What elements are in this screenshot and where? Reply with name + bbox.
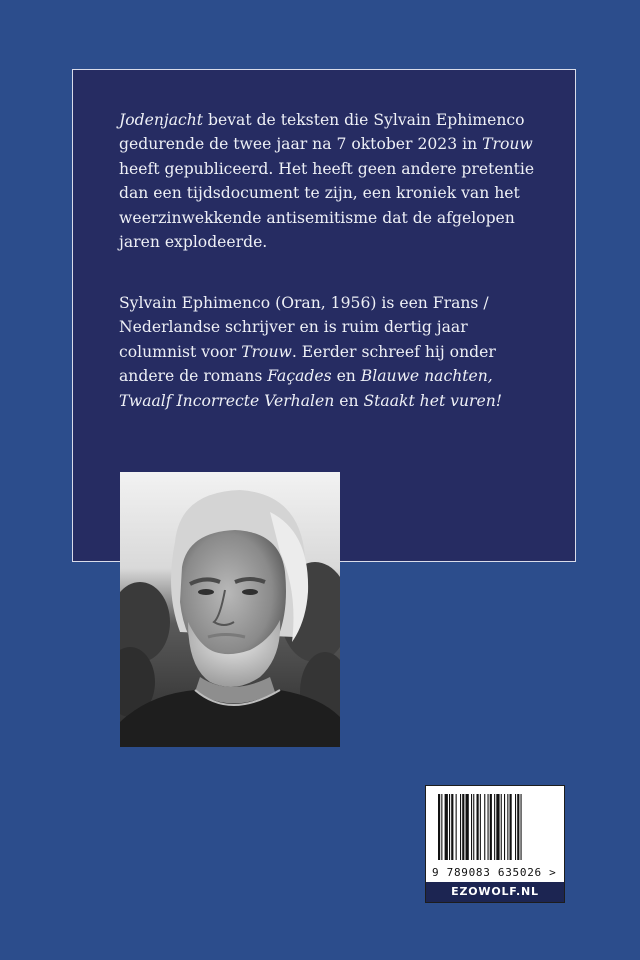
blurb-line: heeft gepubliceerd. Het heeft geen andere pretentie: [119, 159, 535, 178]
barcode-bar: [515, 794, 516, 860]
barcode-bar: [473, 794, 474, 860]
bio-line: andere de romans: [119, 367, 268, 386]
bio-line: Nederlandse schrijver en is ruim dertig jaar: [119, 318, 468, 337]
barcode-bar: [466, 794, 469, 860]
barcode-bar: [494, 794, 495, 860]
isbn-number: 9 789083 635026 >: [432, 866, 557, 879]
barcode-bar: [496, 794, 499, 860]
barcode-bar: [451, 794, 453, 860]
publisher-website: EZOWOLF.NL: [426, 882, 564, 902]
blurb-line: dan een tijdsdocument te zijn, een kroniek van het: [119, 184, 520, 203]
barcode-bar: [488, 794, 489, 860]
barcode-bar: [504, 794, 505, 860]
barcode-bar: [490, 794, 492, 860]
bio-line: en: [334, 391, 364, 410]
newspaper-name: Trouw: [241, 342, 292, 361]
blurb-line: bevat de teksten die Sylvain Ephimenco: [203, 111, 525, 129]
blurb-line: gedurende de twee jaar na 7 oktober 2023 in: [119, 135, 483, 154]
author-portrait-photo: [120, 472, 340, 747]
novel-title: Blauwe nachten,: [360, 367, 493, 386]
barcode-bar: [471, 794, 472, 860]
novel-title: Façades: [267, 367, 332, 386]
novel-title: Twaalf Incorrecte Verhalen: [119, 391, 335, 410]
barcode-bar: [438, 794, 440, 860]
barcode-bar: [460, 794, 461, 860]
barcode-bar: [521, 794, 522, 860]
bio-line: Sylvain Ephimenco (Oran, 1956) is een Frans /: [119, 294, 489, 312]
bio-line: columnist voor: [119, 342, 242, 361]
barcode-bar: [480, 794, 481, 860]
isbn-barcode: [425, 785, 565, 903]
barcode-bar: [510, 794, 512, 860]
barcode-icon: [426, 786, 564, 866]
bio-line: . Eerder schreef hij onder: [291, 342, 496, 361]
book-title: Jodenjacht: [119, 111, 204, 129]
barcode-bar: [445, 794, 448, 860]
barcode-bar: [484, 794, 485, 860]
barcode-bar: [477, 794, 479, 860]
newspaper-name: Trouw: [482, 135, 533, 154]
barcode-bar: [449, 794, 450, 860]
author-portrait-icon: [120, 472, 340, 747]
barcode-bar: [501, 794, 502, 860]
blurb-paragraph: [119, 108, 559, 254]
blurb-line: jaren explodeerde.: [119, 233, 268, 252]
barcode-bar: [441, 794, 442, 860]
bio-line: en: [331, 367, 361, 386]
blurb-line: weerzinwekkende antisemitisme dat de afgelopen: [119, 208, 515, 227]
barcode-bar: [456, 794, 457, 860]
barcode-bar: [462, 794, 464, 860]
author-bio: [119, 291, 559, 413]
barcode-bar: [517, 794, 519, 860]
novel-title: Staakt het vuren!: [363, 391, 503, 410]
barcode-bar: [507, 794, 508, 860]
